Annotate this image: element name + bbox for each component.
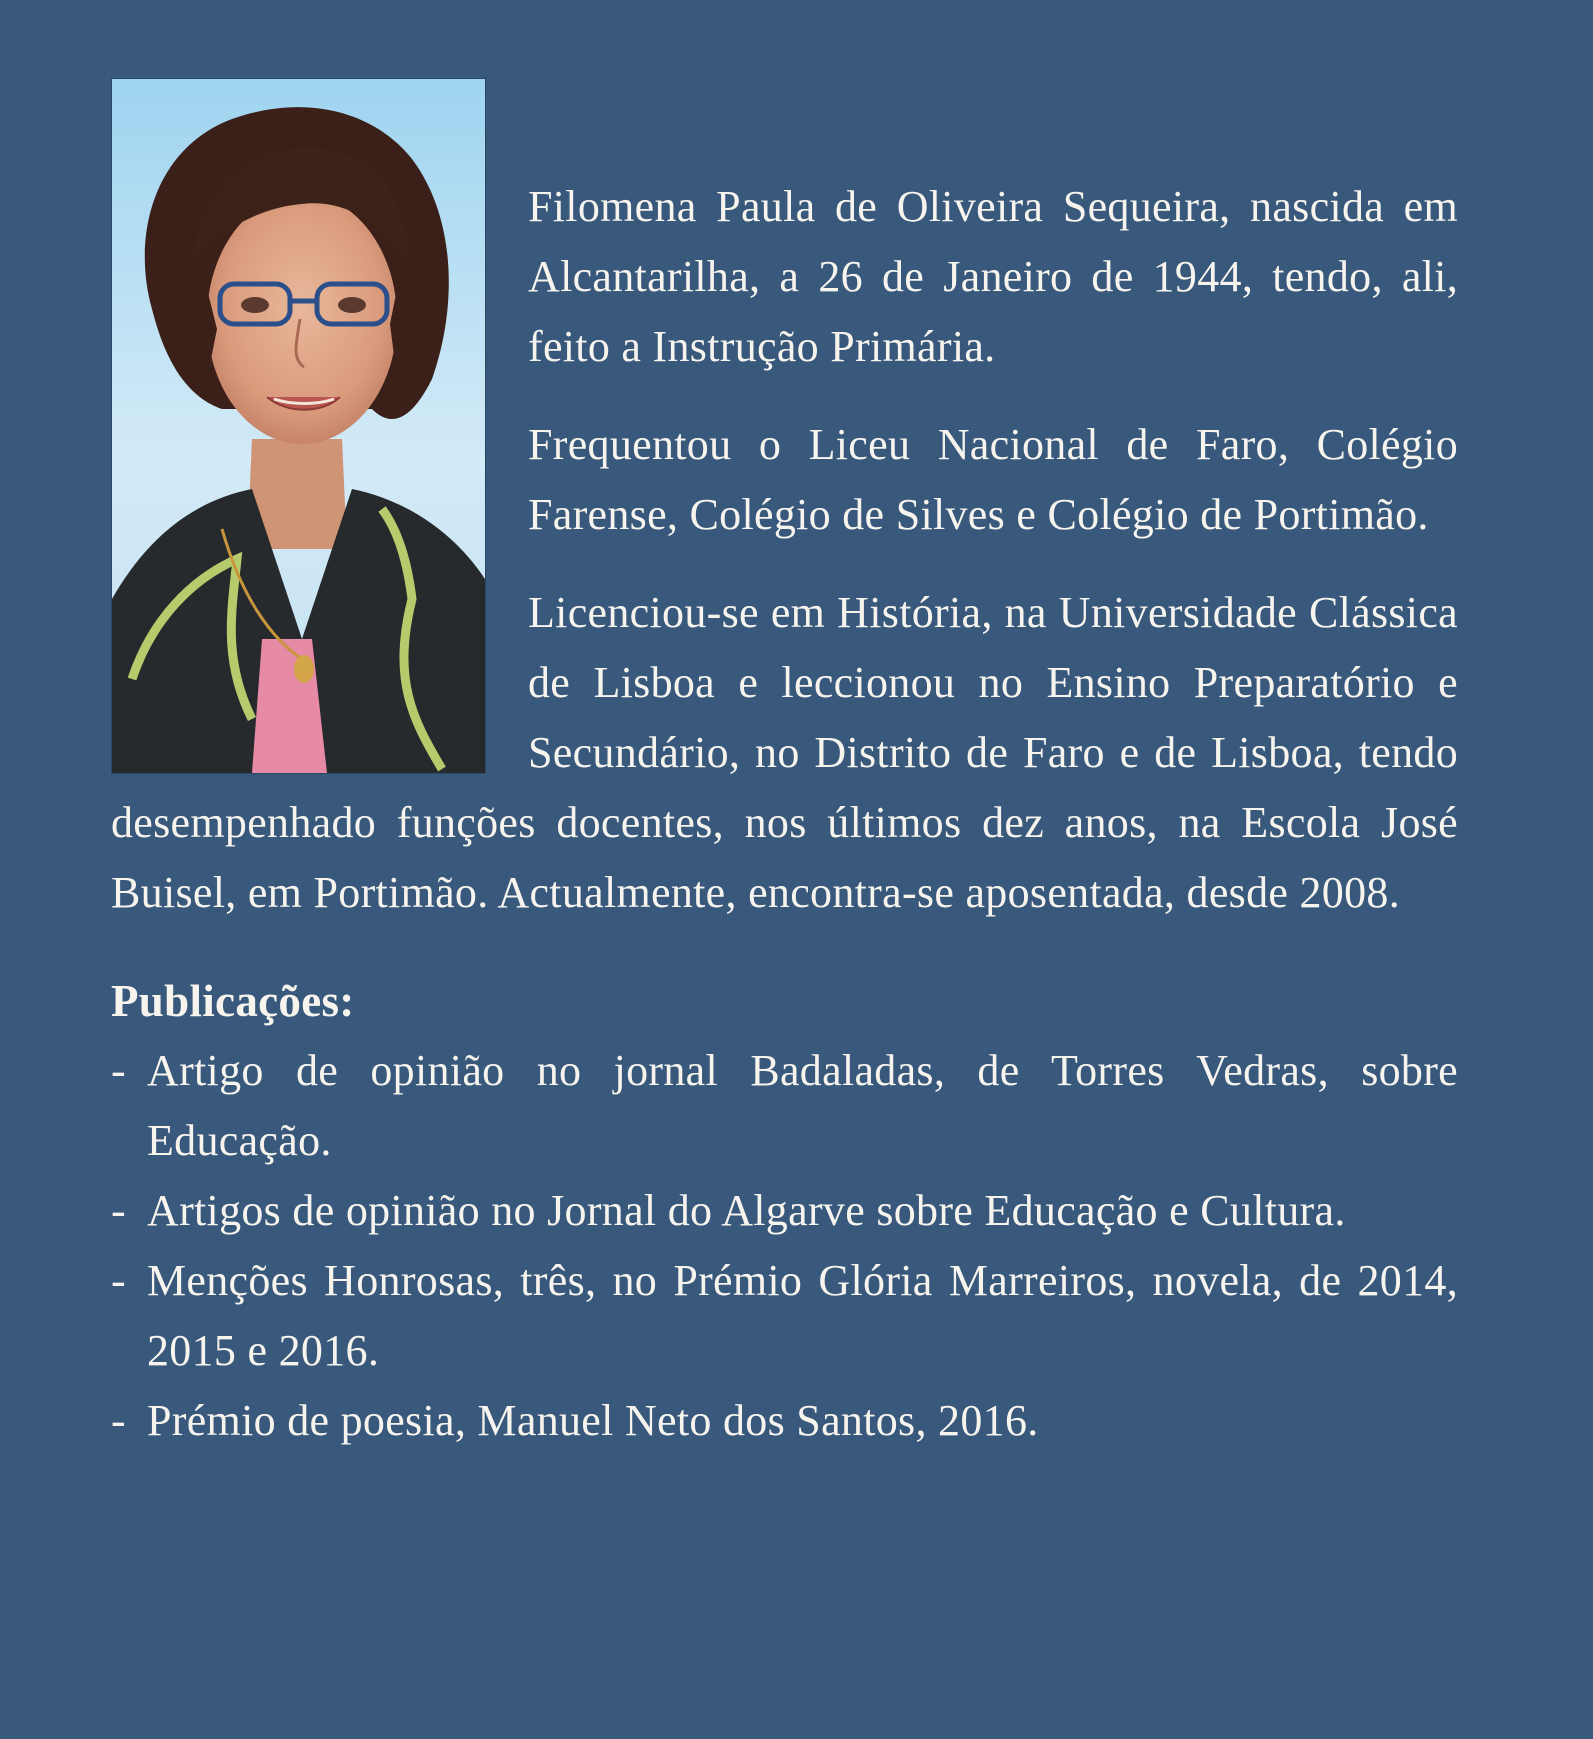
bullet-dash: - xyxy=(111,1046,126,1095)
bio-paragraph-career: Licenciou-se em História, na Universidade Clássica de Lisboa e leccionou no Ensino Preparatório e Secundário, no Distrito de Faro e de Lisboa, tendo desempenhado funções docentes, nos últimos dez anos, na Escola José Buisel, em Portimão. Actualmente, encontra-se aposentada, desde 2008. xyxy=(111,588,1458,917)
publication-text: Artigos de opinião no Jornal do Algarve sobre Educação e Cultura. xyxy=(147,1186,1346,1235)
publications-list xyxy=(111,1036,1458,1456)
publication-item xyxy=(111,1386,1458,1456)
publication-text: Artigo de opinião no jornal Badaladas, de Torres Vedras, sobre Educação. xyxy=(147,1046,1458,1165)
publication-text: Prémio de poesia, Manuel Neto dos Santos, 2016. xyxy=(147,1396,1039,1445)
publications-heading: Publicações: xyxy=(111,976,355,1026)
bullet-dash: - xyxy=(111,1256,126,1305)
bio-paragraph-schools: Frequentou o Liceu Nacional de Faro, Colégio Farense, Colégio de Silves e Colégio de Portimão. xyxy=(528,420,1458,539)
bio-paragraph-birth: Filomena Paula de Oliveira Sequeira, nascida em Alcantarilha, a 26 de Janeiro de 1944, tendo, ali, feito a Instrução Primária. xyxy=(528,182,1458,371)
publication-item xyxy=(111,1246,1458,1386)
publication-item xyxy=(111,1176,1458,1246)
biography-content xyxy=(111,78,1458,1456)
bullet-dash: - xyxy=(111,1186,126,1235)
portrait-photo xyxy=(111,78,486,774)
publication-item xyxy=(111,1036,1458,1176)
bullet-dash: - xyxy=(111,1396,126,1445)
publication-text: Menções Honrosas, três, no Prémio Glória Marreiros, novela, de 2014, 2015 e 2016. xyxy=(147,1256,1458,1375)
portrait-icon xyxy=(112,79,485,773)
